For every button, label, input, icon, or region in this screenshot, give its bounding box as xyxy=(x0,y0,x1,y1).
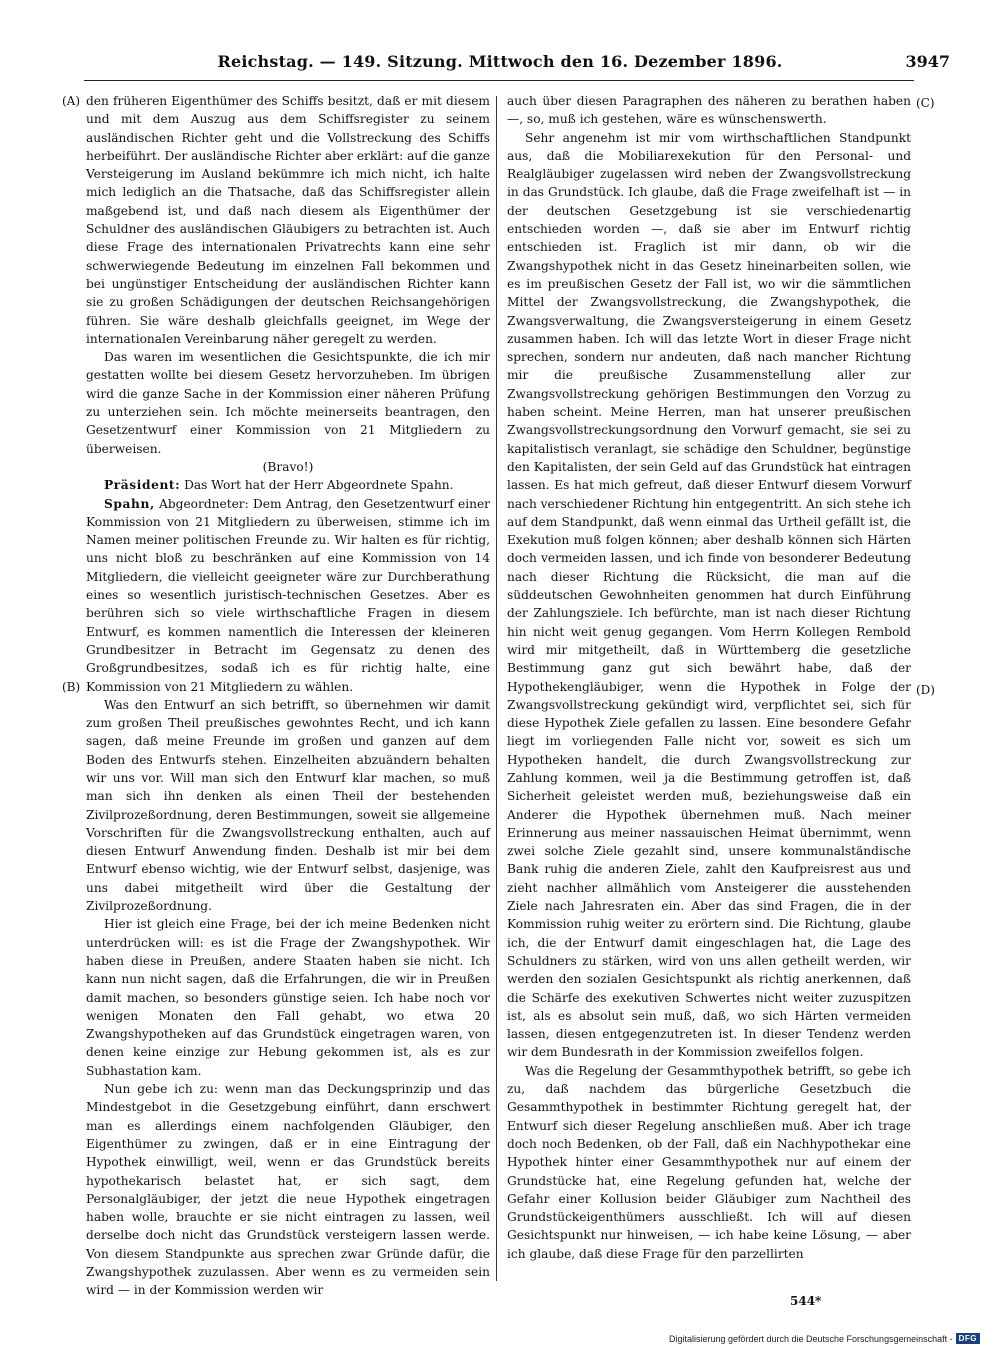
paragraph: auch über diesen Paragraphen des näheren zu berathen haben —, so, muß ich gestehen, wäre es wünschenswerth. xyxy=(507,94,911,127)
speaker-paragraph xyxy=(86,495,490,696)
page-header xyxy=(0,50,1000,80)
footer xyxy=(669,1333,980,1344)
margin-marker-d: (D) xyxy=(916,683,935,697)
paragraph: Was den Entwurf an sich betrifft, so übernehmen wir damit zum großen Theil preußisches gewohntes Recht, und ich kann sagen, daß meine Freunde im großen und ganzen auf dem Boden des Entwurfs stehen. Einzelheiten abzuändern behalten wir uns vor. Will man sich den Entwurf klar machen, so muß man sich ihn denken als einen Theil der bestehenden Zivilprozeßordnung, deren Bestimmungen, soweit sie allgemeine Vorschriften für die Zwangsvollstreckung enthalten, auch auf diesen Entwurf Anwendung finden. Deshalb ist mir bei dem Entwurf ebenso wichtig, wie der Entwurf selbst, dasjenige, was uns dabei mitgetheilt wird über die Gestaltung der Zivilprozeßordnung. xyxy=(86,697,490,914)
page-number: 3947 xyxy=(905,52,950,71)
dfg-logo-icon: DFG xyxy=(956,1333,980,1344)
column-divider xyxy=(496,96,497,1281)
speaker-paragraph xyxy=(86,476,490,494)
interjection: (Bravo!) xyxy=(262,459,314,474)
left-column xyxy=(86,92,490,1300)
paragraph: Hier ist gleich eine Frage, bei der ich meine Bedenken nicht unterdrücken will: es ist die Frage der Zwangshypothek. Wir haben diese in Preußen, andere Staaten haben sie nicht. Ich kann nun nicht sagen, daß die Erfahrungen, die wir in Preußen damit machen, so besonders günstige seien. Ich habe noch vor wenigen Monaten den Fall gehabt, wo etwa 20 Zwangshypotheken auf das Grundstück eingetragen waren, von denen keine einzige zur Hebung gekommen ist, als es zur Subhastation kam. xyxy=(86,917,490,1078)
margin-marker-b: (B) xyxy=(62,680,81,694)
paragraph: Sehr angenehm ist mir vom wirthschaftlichen Standpunkt aus, daß die Mobiliarexekution für den Personal- und Realgläubiger zugelassen wird neben der Zwangsvollstreckung in das Grundstück. Ich glaube, daß die Frage zweifelhaft ist — in der deutschen Gesetzgebung ist sie verschiedenartig entschieden worden —, daß sie aber im Entwurf richtig entschieden ist. Fraglich ist mir dann, ob wir die Zwangshypothek nicht in das Gesetz hineinarbeiten sollen, wie es im preußischen Gesetz der Fall ist, wo wir die sämmtlichen Mittel der Zwangsvollstreckung, die Zwangshypothek, die Zwangsverwaltung, die Zwangsversteigerung in einem Gesetz zusammen haben. Ich will das letzte Wort in dieser Frage nicht sprechen, sondern nur andeuten, daß nach mancher Richtung mir die preußische Zusammenstellung aller zur Zwangsvollstreckung gehörigen Bestimmungen den Vorzug zu haben scheint. Meine Herren, man hat unserer preußischen Zwangsvollstreckungsordnung den Vorwurf gemacht, sie sei zu kapitalistisch veranlagt, sie schädige den Schuldner, begünstige den Kapitalisten, der sein Geld auf das Grundstück hat eintragen lassen. Es hat mich gefreut, daß dieser Entwurf diesem Vorwurf nach verschiedener Richtung hin entgegentritt. An sich stehe ich auf dem Standpunkt, daß wenn einmal das Urtheil gefällt ist, die Exekution muß folgen können; aber deshalb können sich Härten doch vermeiden lassen, und ich finde von besonderer Bedeutung nach dieser Richtung die Rücksicht, die man auf die süddeutschen Gewohnheiten genommen hat durch Einführung der Zahlungsziele. Ich befürchte, man ist nach dieser Richtung hin nicht weit genug gegangen. Vom Herrn Kollegen Rembold wird mir mitgetheilt, daß in Württemberg die gesetzliche Bestimmung ganz gut sich bewährt habe, daß der Hypothekengläubiger, wenn die Hypothek in Folge der Zwangsvollstreckung gekündigt wird, verpflichtet sei, sich für diese Hypothek Ziele gefallen zu lassen. Eine besondere Gefahr liegt im vorliegenden Falle nicht vor, soweit es sich um Hypotheken handelt, die durch Zwangsvollstreckung zur Zahlung kommen, weil ja die Bestimmung getroffen ist, daß Sicherheit geleistet werden muß, beziehungsweise daß ein Anderer die Hypothek übernehmen muß. Nach meiner Erinnerung aus meiner nassauischen Heimat übernimmt, wenn zwei solche Ziele gezahlt sind, unsere kommunalständische Bank ruhig die anderen Ziele, zahlt den Kaufpreisrest aus und zieht nachher allmählich vom Ansteigerer die ausstehenden Ziele nach Jahresraten ein. Aber das sind Fragen, die in der Kommission ruhig weiter zu erörtern sind. Die Richtung, glaube ich, die der Entwurf damit eingeschlagen hat, die Lage des Schuldners zu stärken, wird von uns allen getheilt werden, wir werden den sozialen Gesichtspunkt als richtig anerkennen, daß die Schärfe des exekutiven Schwertes nicht weiter zuzuspitzen ist, als es absolut sein muß, daß, wo sich Härten vermeiden lassen, diesen entgegenzutreten ist. In dieser Tendenz werden wir dem Bundesrath in der Kommission zweifellos folgen. xyxy=(507,130,911,1060)
margin-marker-a: (A) xyxy=(62,94,81,108)
right-column xyxy=(507,92,911,1263)
speech-text: Das Wort hat der Herr Abgeordnete Spahn. xyxy=(184,478,454,493)
paragraph: den früheren Eigenthümer des Schiffs besitzt, daß er mit diesem und mit dem Auszug aus dem Schiffsregister zu seinem ausländischen Richter geht und die Vollstreckung des Schiffs herbeiführt. Der ausländische Richter aber erklärt: auf die ganze Versteigerung im Ausland bekümmre ich mich nicht, ich halte mich lediglich an die Thatsache, daß das Schiffsregister allein maßgebend ist, und daß nach diesem als Eigenthümer der Schuldner des ausländischen Gläubigers zu betrachten ist. Auch diese Frage des internationalen Privatrechts kann eine sehr schwerwiegende Bedeutung im einzelnen Fall bekommen und bei ungünstiger Entscheidung der ausländischen Richter kann sie zu großen Schädigungen der deutschen Reichsangehörigen führen. Sie wäre deshalb gleichfalls geeignet, im Wege der internationalen Vereinbarung näher geregelt zu werden. xyxy=(86,94,490,346)
header-rule xyxy=(84,80,914,81)
sheet-signature: 544* xyxy=(790,1294,822,1308)
margin-marker-c: (C) xyxy=(916,96,935,110)
speech-text: Abgeordneter: Dem Antrag, den Gesetzentwurf einer Kommission von 21 Mitgliedern zu überweisen, stimme ich im Namen meiner politischen Freunde zu. Wir halten es für richtig, uns nicht bloß zu beschränken auf eine Kommission von 14 Mitgliedern, die vielleicht geeigneter wäre zur Durchberathung eines so wesentlich juristisch-technischen Gesetzes. Aber es berühren sich so viele wirthschaftliche Fragen in diesem Entwurf, es kommen namentlich die Interessen der kleineren Grundbesitzer in Betracht im Gegensatz zu denen des Großgrundbesitzes, sodaß ich es für richtig halte, eine Kommission von 21 Mitgliedern zu wählen. xyxy=(86,496,490,694)
speaker-name: Spahn, xyxy=(104,496,155,511)
paragraph: Nun gebe ich zu: wenn man das Deckungsprinzip und das Mindestgebot in die Gesetzgebung einführt, dann erschwert man es allerdings einem nachfolgenden Gläubiger, den Eigenthümer zu zwingen, daß er in eine Eintragung der Hypothek einwilligt, weil, wenn er das Grundstück bereits hypothekarisch belastet hat, er sich sagt, dem Personalgläubiger, der jetzt die neue Hypothek eingetragen haben wolle, brauchte er sie nicht eintragen zu lassen, weil derselbe doch nicht das Grundstück versteigern lassen werde. Von diesem Standpunkte aus sprechen zwar Gründe dafür, die Zwangshypothek zuzulassen. Aber wenn es zu vermeiden sein wird — in der Kommission werden wir xyxy=(86,1082,490,1298)
footer-text: Digitalisierung gefördert durch die Deutsche Forschungsgemeinschaft - xyxy=(668,1333,953,1344)
paragraph: Was die Regelung der Gesammthypothek betrifft, so gebe ich zu, daß nachdem das bürgerliche Gesetzbuch die Gesammthypothek in bestimmter Richtung geregelt hat, der Entwurf sich dieser Regelung anschließen muß. Aber ich trage doch noch Bedenken, ob der Fall, daß ein Nachhypothekar eine Hypothek hinter einer Gesammthypothek nur auf einem der Grundstücke hat, eine Regelung gefunden hat, welche der Gefahr einer Kollusion beider Gläubiger zum Nachtheil des Grundstückeigenthümers ausschließt. Ich will auf diesen Gesichtspunkt nur hinweisen, — ich habe keine Lösung, — aber ich glaube, daß diese Frage für den parzellirten xyxy=(507,1063,911,1261)
paragraph: Das waren im wesentlichen die Gesichtspunkte, die ich mir gestatten wollte bei diesem Gesetz hervorzuheben. Im übrigen wird die ganze Sache in der Kommission einer näheren Prüfung zu unterziehen sein. Ich möchte meinerseits beantragen, den Gesetzentwurf einer Kommission von 21 Mitgliedern zu überweisen. xyxy=(86,350,490,456)
running-title: Reichstag. — 149. Sitzung. Mittwoch den 16. Dezember 1896. xyxy=(217,52,783,71)
speaker-name: Präsident: xyxy=(104,478,181,493)
